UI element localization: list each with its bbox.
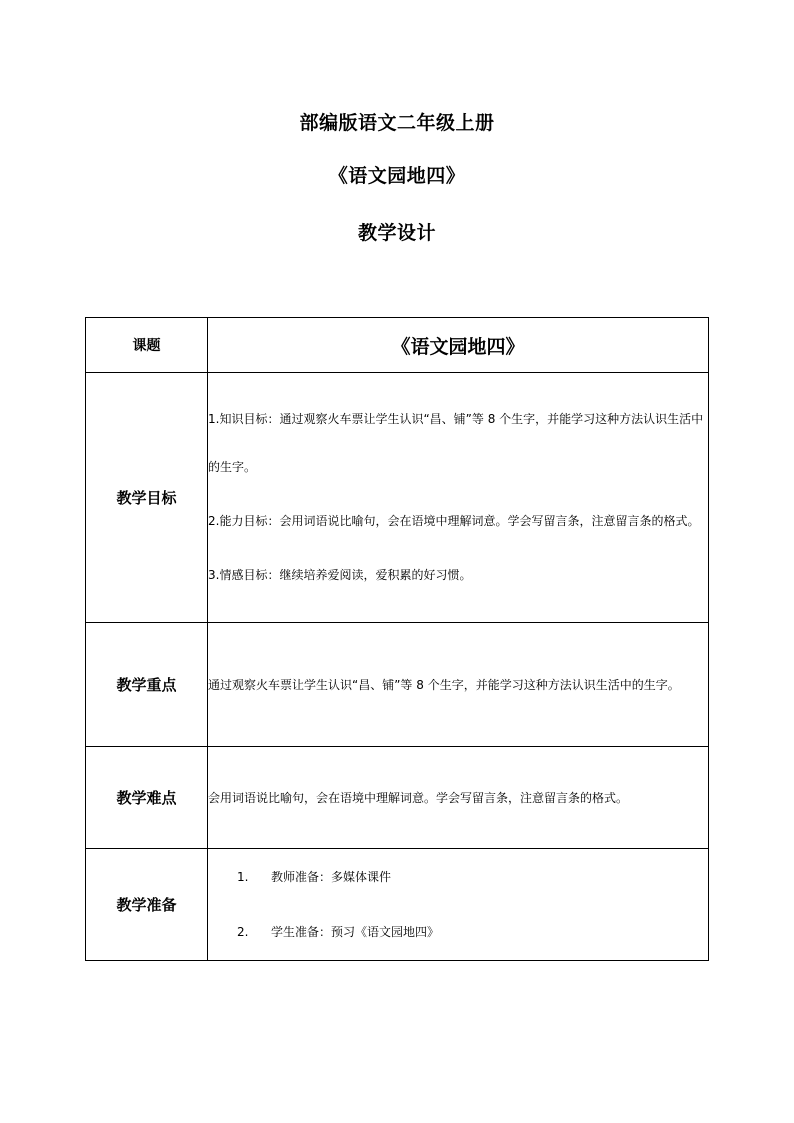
list-item xyxy=(237,850,708,905)
preparation-content xyxy=(208,849,709,961)
lesson-plan-table xyxy=(85,317,709,961)
preparation-label: 教学准备 xyxy=(86,849,208,961)
goals-content xyxy=(208,373,709,623)
preparation-list xyxy=(208,850,708,960)
list-item-text: 学生准备：预习《语文园地四》 xyxy=(271,924,440,939)
list-item-number: 1. xyxy=(237,869,249,884)
list-item-number: 2. xyxy=(237,924,249,939)
goal-emotion: 3.情感目标：继续培养爱阅读，爱积累的好习惯。 xyxy=(208,567,472,582)
table-row-difficulty xyxy=(86,747,709,849)
lesson-title: 《语文园地四》 xyxy=(328,165,466,187)
list-item xyxy=(237,905,708,960)
list-item-text: 教师准备：多媒体课件 xyxy=(271,869,392,884)
table-row-focus xyxy=(86,623,709,747)
goal-ability: 2.能力目标：会用词语说比喻句，会在语境中理解词意。学会写留言条，注意留言条的格式。 xyxy=(208,513,700,528)
goal-knowledge: 1.知识目标：通过观察火车票让学生认识“昌、铺”等 8 个生字，并能学习这种方法认识生活中的生字。 xyxy=(208,411,704,474)
topic-value: 《语文园地四》 xyxy=(208,318,709,373)
difficulty-label: 教学难点 xyxy=(86,747,208,849)
document-subtitle: 教学设计 xyxy=(357,222,436,244)
focus-text: 通过观察火车票让学生认识“昌、铺”等 8 个生字，并能学习这种方法认识生活中的生字。 xyxy=(208,623,709,747)
difficulty-text: 会用词语说比喻句，会在语境中理解词意。学会写留言条，注意留言条的格式。 xyxy=(208,747,709,849)
document-title: 部编版语文二年级上册 xyxy=(299,112,495,134)
goals-label: 教学目标 xyxy=(86,373,208,623)
table-row-goals xyxy=(86,373,709,623)
topic-label: 课题 xyxy=(86,318,208,373)
table-row-topic xyxy=(86,318,709,373)
focus-label: 教学重点 xyxy=(86,623,208,747)
table-row-preparation xyxy=(86,849,709,961)
